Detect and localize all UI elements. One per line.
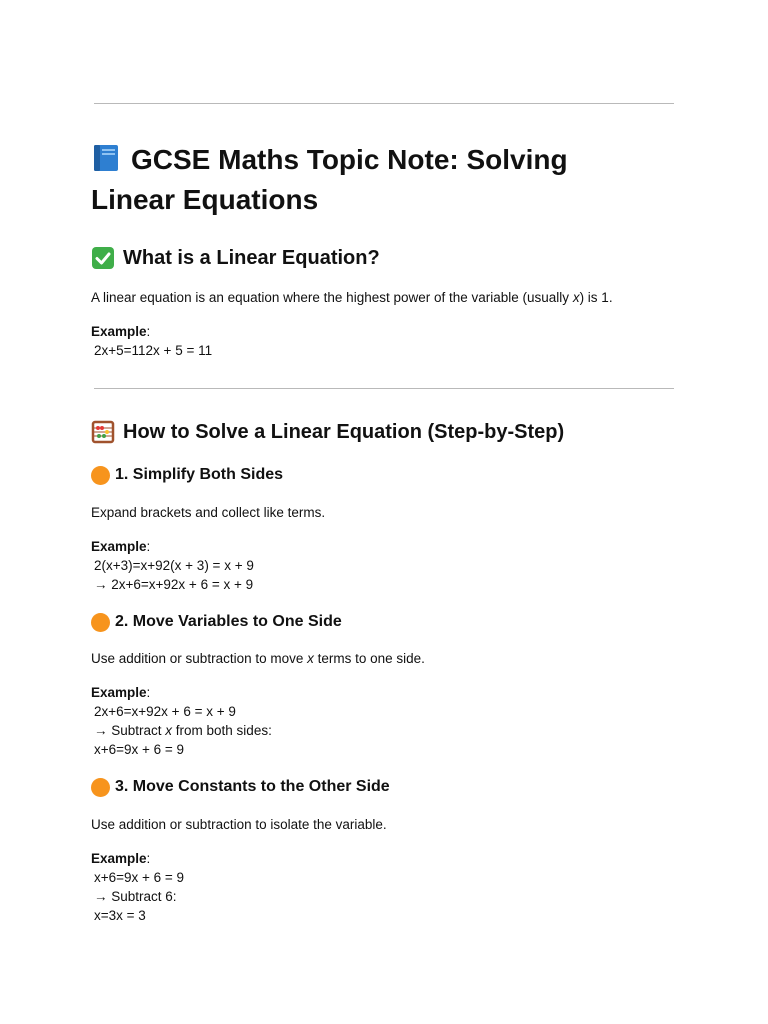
example-label: Example <box>91 851 147 866</box>
section-heading-what-is <box>91 245 380 271</box>
section-heading-text: How to Solve a Linear Equation (Step-by-Step) <box>123 421 565 443</box>
page-title <box>91 140 651 220</box>
example-label: Example <box>91 685 147 700</box>
horizontal-rule <box>94 103 674 104</box>
step-heading-text: 3. Move Constants to the Other Side <box>115 778 390 795</box>
example-label: Example <box>91 539 147 554</box>
step-heading-text: 1. Simplify Both Sides <box>115 466 284 483</box>
example-line: x=3x = 3 <box>94 908 146 923</box>
section-heading-how-to-solve <box>91 419 564 445</box>
horizontal-rule <box>94 388 674 389</box>
step-heading-3 <box>91 776 390 798</box>
example-line: x+6=9x + 6 = 9 <box>94 742 185 757</box>
example-line: 2x+6=x+92x + 6 = x + 9 <box>94 704 236 719</box>
example-line: → Subtract 6: <box>94 889 177 904</box>
step-heading-text: 2. Move Variables to One Side <box>115 613 342 630</box>
example-line: 2(x+3)=x+92(x + 3) = x + 9 <box>94 558 254 573</box>
example-block-3: Example: 2x+6=x+92x + 6 = x + 9 → Subtract x from both sides: x+6=9x + 6 = 9 <box>91 683 691 759</box>
check-mark-icon <box>91 246 115 270</box>
example-line: x+6=9x + 6 = 9 <box>94 870 185 885</box>
step1-paragraph: Expand brackets and collect like terms. <box>91 505 326 520</box>
variable-x: x <box>307 651 314 666</box>
example-label: Example <box>91 324 147 339</box>
orange-circle-icon <box>91 778 110 797</box>
example-block-2: Example: 2(x+3)=x+92(x + 3) = x + 9 → 2x+6=x+92x + 6 = x + 9 <box>91 537 691 594</box>
example-block-1: Example: 2x+5=112x + 5 = 11 <box>91 322 691 360</box>
abacus-icon <box>91 420 115 444</box>
orange-circle-icon <box>91 613 110 632</box>
variable-x: x <box>572 290 580 305</box>
definition-paragraph: A linear equation is an equation where the highest power of the variable (usually x) is 1. <box>91 290 613 305</box>
example-line: 2x+5=112x + 5 = 11 <box>94 343 213 358</box>
orange-circle-icon <box>91 466 110 485</box>
step-heading-1 <box>91 464 283 486</box>
example-line: → Subtract x from both sides: <box>94 723 272 738</box>
page-title-text: GCSE Maths Topic Note: Solving Linear Equations <box>91 144 568 215</box>
example-block-4: Example: x+6=9x + 6 = 9 → Subtract 6: x=3x = 3 <box>91 849 691 925</box>
step-heading-2 <box>91 611 342 633</box>
example-line: → 2x+6=x+92x + 6 = x + 9 <box>94 577 254 592</box>
blue-book-icon <box>91 143 121 173</box>
section-heading-text: What is a Linear Equation? <box>123 247 380 269</box>
variable-x: x <box>165 723 173 738</box>
step2-paragraph: Use addition or subtraction to move x terms to one side. <box>91 651 425 666</box>
step3-paragraph: Use addition or subtraction to isolate the variable. <box>91 817 387 832</box>
